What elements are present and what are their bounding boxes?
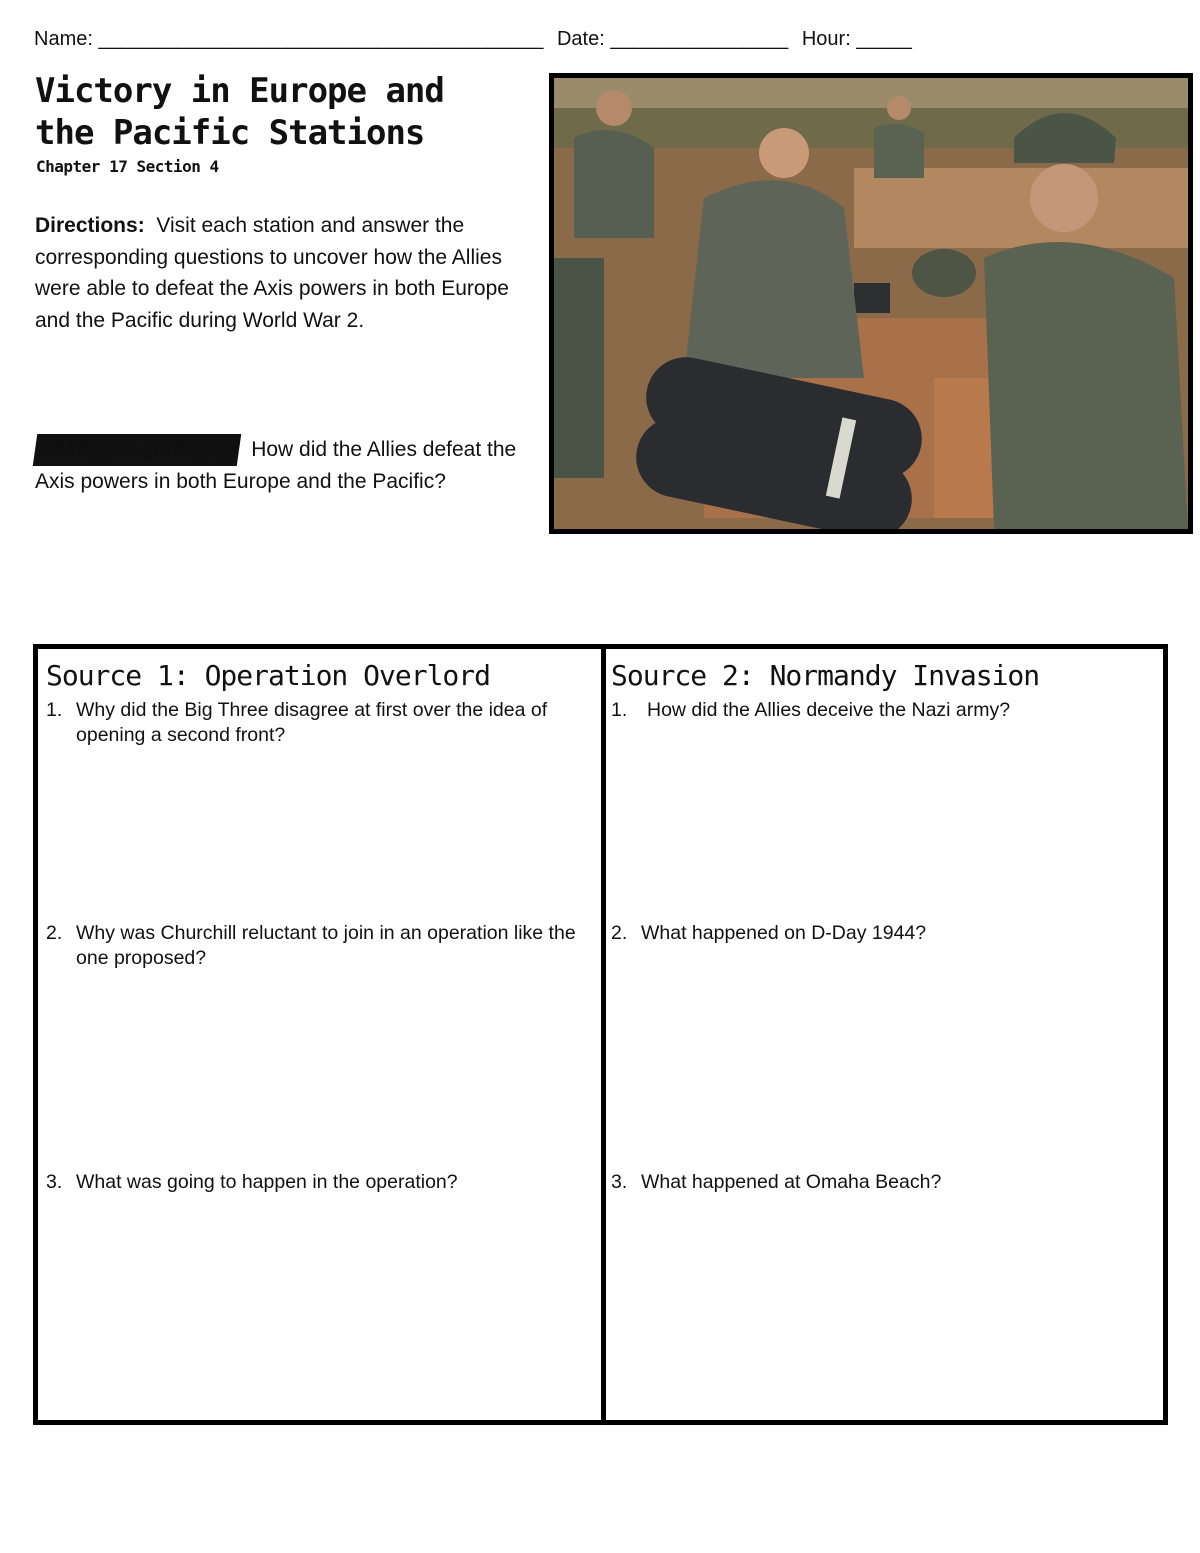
date-field[interactable]: Date: ________________	[556, 28, 789, 50]
essential-question-text: How did the Allies defeat the Axis powers in both Europe and the Pacific?	[35, 438, 517, 493]
question-text: What happened on D-Day 1944?	[641, 922, 927, 944]
question-text: What happened at Omaha Beach?	[641, 1171, 942, 1193]
essential-question-label: ESSENTIAL QUESTION	[33, 434, 242, 466]
chapter-subtitle: Chapter 17 Section 4	[36, 157, 219, 176]
worksheet-title	[35, 70, 535, 154]
sources-table	[33, 644, 1168, 1425]
source-1-question-3[interactable]	[46, 1170, 586, 1195]
question-number: 3.	[611, 1171, 628, 1193]
essential-question	[35, 434, 525, 498]
source-1-question-2[interactable]	[46, 921, 586, 971]
source-2-question-1[interactable]	[611, 698, 1151, 723]
photo-soldiers-icon	[554, 78, 1188, 529]
source-2-question-3[interactable]	[611, 1170, 1151, 1195]
question-number: 2.	[611, 922, 628, 944]
directions-paragraph	[35, 210, 525, 336]
source-1-title: Source 1: Operation Overlord	[46, 659, 491, 692]
column-divider	[601, 649, 606, 1420]
question-text: What was going to happen in the operation?	[76, 1171, 458, 1193]
source-1-question-1[interactable]	[46, 698, 586, 748]
directions-label: Directions:	[35, 214, 145, 237]
hour-field[interactable]: Hour: _____	[801, 28, 912, 50]
question-text: How did the Allies deceive the Nazi army?	[647, 699, 1011, 721]
question-number: 1.	[611, 699, 628, 721]
question-text: Why was Churchill reluctant to join in an operation like the one proposed?	[76, 922, 576, 969]
source-2-title: Source 2: Normandy Invasion	[611, 659, 1040, 692]
title-line-2: the Pacific Stations	[35, 113, 425, 153]
question-number: 1.	[46, 699, 63, 721]
question-number: 3.	[46, 1171, 63, 1193]
name-field[interactable]: Name: ________________________________________	[34, 28, 544, 50]
source-2-question-2[interactable]	[611, 921, 1151, 946]
source-2-column	[611, 649, 1161, 1420]
title-line-1: Victory in Europe and	[35, 71, 444, 111]
student-info-line	[34, 28, 1174, 51]
question-number: 2.	[46, 922, 63, 944]
question-text: Why did the Big Three disagree at first over the idea of opening a second front?	[76, 699, 548, 746]
soldiers-photo	[549, 73, 1193, 534]
directions-text: Visit each station and answer the corresponding questions to uncover how the Allies were able to defeat the Axis powers in both Europe and the Pacific during World War 2.	[35, 214, 509, 332]
source-1-column	[46, 649, 596, 1420]
